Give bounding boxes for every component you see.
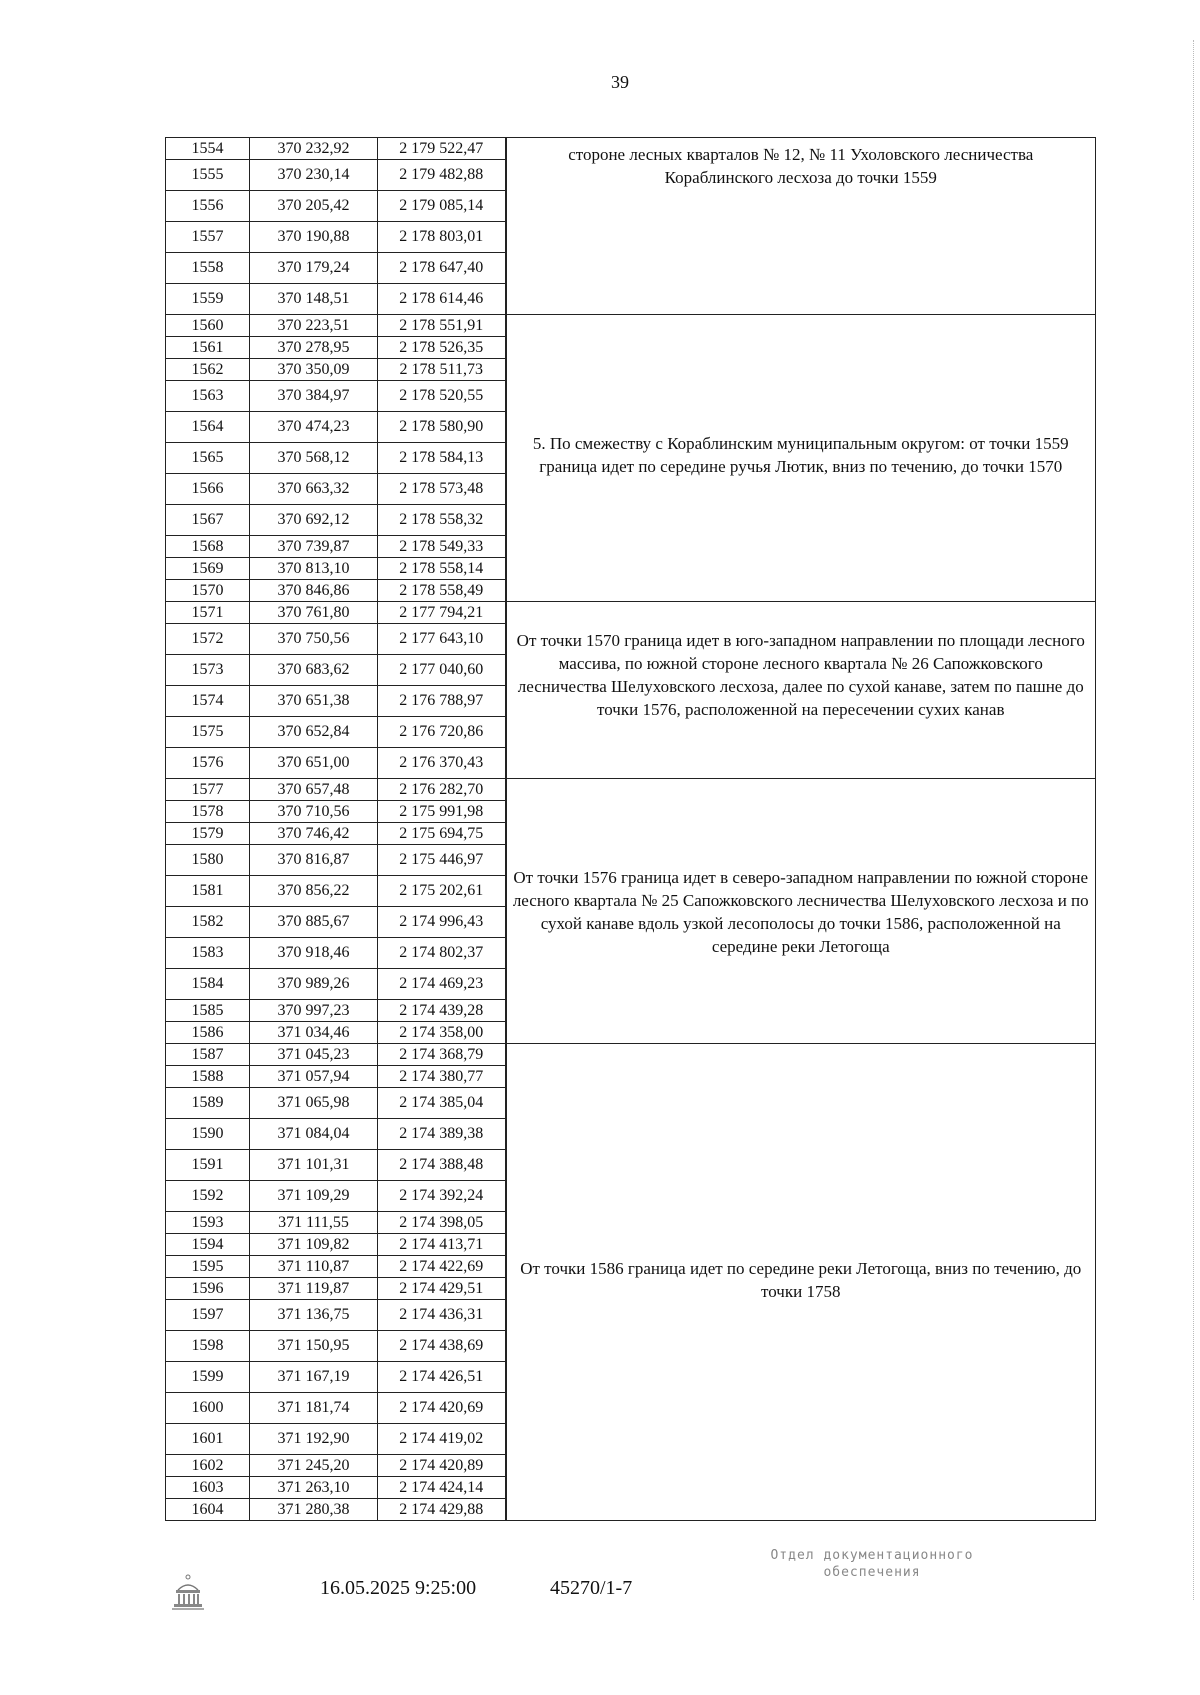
y-coordinate-cell: 2 175 202,61 (378, 876, 506, 907)
y-coordinate-cell: 2 174 802,37 (378, 938, 506, 969)
x-coordinate-cell: 370 223,51 (250, 315, 378, 337)
y-coordinate-cell: 2 176 370,43 (378, 748, 506, 779)
boundary-description-text: От точки 1576 граница идет в северо-западном направлении по южной стороне лесного квартала № 25 Сапожковского лесничества Шелуховского лесхоза и по сухой канаве вдоль узкой лесополосы до точки 1586, расположенной на середине реки Летогоща (512, 868, 1089, 956)
boundary-description-cell (506, 315, 1096, 602)
x-coordinate-cell: 370 179,24 (250, 253, 378, 284)
footer-doc-number: 45270/1-7 (550, 1577, 633, 1599)
y-coordinate-cell: 2 178 549,33 (378, 536, 506, 558)
y-coordinate-cell: 2 178 511,73 (378, 359, 506, 381)
y-coordinate-cell: 2 174 388,48 (378, 1150, 506, 1181)
y-coordinate-cell: 2 176 788,97 (378, 686, 506, 717)
table-row (166, 779, 1096, 801)
y-coordinate-cell: 2 178 580,90 (378, 412, 506, 443)
x-coordinate-cell: 370 651,00 (250, 748, 378, 779)
point-number-cell: 1593 (166, 1212, 250, 1234)
table-row (166, 315, 1096, 337)
point-number-cell: 1588 (166, 1066, 250, 1088)
point-number-cell: 1565 (166, 443, 250, 474)
y-coordinate-cell: 2 176 720,86 (378, 717, 506, 748)
point-number-cell: 1602 (166, 1455, 250, 1477)
y-coordinate-cell: 2 178 573,48 (378, 474, 506, 505)
x-coordinate-cell: 370 856,22 (250, 876, 378, 907)
boundary-description-cell (506, 779, 1096, 1044)
x-coordinate-cell: 371 192,90 (250, 1424, 378, 1455)
x-coordinate-cell: 370 989,26 (250, 969, 378, 1000)
coordinates-table (165, 137, 1096, 1521)
y-coordinate-cell: 2 174 424,14 (378, 1477, 506, 1499)
x-coordinate-cell: 370 148,51 (250, 284, 378, 315)
y-coordinate-cell: 2 178 558,14 (378, 558, 506, 580)
point-number-cell: 1594 (166, 1234, 250, 1256)
point-number-cell: 1556 (166, 191, 250, 222)
point-number-cell: 1599 (166, 1362, 250, 1393)
point-number-cell: 1571 (166, 602, 250, 624)
point-number-cell: 1566 (166, 474, 250, 505)
x-coordinate-cell: 370 846,86 (250, 580, 378, 602)
x-coordinate-cell: 370 384,97 (250, 381, 378, 412)
y-coordinate-cell: 2 179 482,88 (378, 160, 506, 191)
point-number-cell: 1578 (166, 801, 250, 823)
point-number-cell: 1579 (166, 823, 250, 845)
boundary-description-cell (506, 138, 1096, 315)
x-coordinate-cell: 371 045,23 (250, 1044, 378, 1066)
table-row (166, 602, 1096, 624)
x-coordinate-cell: 370 885,67 (250, 907, 378, 938)
point-number-cell: 1574 (166, 686, 250, 717)
y-coordinate-cell: 2 175 694,75 (378, 823, 506, 845)
point-number-cell: 1562 (166, 359, 250, 381)
x-coordinate-cell: 370 710,56 (250, 801, 378, 823)
boundary-description-text: От точки 1586 граница идет по середине реки Летогоща, вниз по течению, до точки 1758 (520, 1259, 1082, 1301)
y-coordinate-cell: 2 177 794,21 (378, 602, 506, 624)
point-number-cell: 1576 (166, 748, 250, 779)
point-number-cell: 1590 (166, 1119, 250, 1150)
point-number-cell: 1567 (166, 505, 250, 536)
x-coordinate-cell: 370 997,23 (250, 1000, 378, 1022)
point-number-cell: 1597 (166, 1300, 250, 1331)
table-row (166, 1044, 1096, 1066)
x-coordinate-cell: 371 167,19 (250, 1362, 378, 1393)
y-coordinate-cell: 2 178 558,32 (378, 505, 506, 536)
point-number-cell: 1558 (166, 253, 250, 284)
y-coordinate-cell: 2 174 422,69 (378, 1256, 506, 1278)
point-number-cell: 1585 (166, 1000, 250, 1022)
x-coordinate-cell: 371 109,29 (250, 1181, 378, 1212)
x-coordinate-cell: 371 057,94 (250, 1066, 378, 1088)
x-coordinate-cell: 370 657,48 (250, 779, 378, 801)
point-number-cell: 1580 (166, 845, 250, 876)
duma-building-logo-icon (170, 1572, 206, 1612)
x-coordinate-cell: 370 350,09 (250, 359, 378, 381)
x-coordinate-cell: 371 150,95 (250, 1331, 378, 1362)
x-coordinate-cell: 370 692,12 (250, 505, 378, 536)
x-coordinate-cell: 370 652,84 (250, 717, 378, 748)
page-number: 39 (611, 72, 629, 92)
boundary-description-text: стороне лесных кварталов № 12, № 11 Ухоловского лесничества Кораблинского лесхоза до точки 1559 (568, 145, 1034, 187)
x-coordinate-cell: 370 474,23 (250, 412, 378, 443)
y-coordinate-cell: 2 174 358,00 (378, 1022, 506, 1044)
point-number-cell: 1587 (166, 1044, 250, 1066)
x-coordinate-cell: 370 750,56 (250, 624, 378, 655)
point-number-cell: 1568 (166, 536, 250, 558)
x-coordinate-cell: 370 568,12 (250, 443, 378, 474)
y-coordinate-cell: 2 174 429,88 (378, 1499, 506, 1521)
x-coordinate-cell: 370 761,80 (250, 602, 378, 624)
point-number-cell: 1592 (166, 1181, 250, 1212)
y-coordinate-cell: 2 174 426,51 (378, 1362, 506, 1393)
y-coordinate-cell: 2 179 085,14 (378, 191, 506, 222)
y-coordinate-cell: 2 175 446,97 (378, 845, 506, 876)
point-number-cell: 1554 (166, 138, 250, 160)
y-coordinate-cell: 2 177 643,10 (378, 624, 506, 655)
y-coordinate-cell: 2 178 520,55 (378, 381, 506, 412)
y-coordinate-cell: 2 174 436,31 (378, 1300, 506, 1331)
y-coordinate-cell: 2 174 413,71 (378, 1234, 506, 1256)
y-coordinate-cell: 2 174 439,28 (378, 1000, 506, 1022)
page-edge-marks (1189, 40, 1194, 1600)
x-coordinate-cell: 370 663,32 (250, 474, 378, 505)
point-number-cell: 1575 (166, 717, 250, 748)
y-coordinate-cell: 2 174 429,51 (378, 1278, 506, 1300)
y-coordinate-cell: 2 174 385,04 (378, 1088, 506, 1119)
x-coordinate-cell: 370 651,38 (250, 686, 378, 717)
point-number-cell: 1583 (166, 938, 250, 969)
y-coordinate-cell: 2 174 419,02 (378, 1424, 506, 1455)
x-coordinate-cell: 371 245,20 (250, 1455, 378, 1477)
stamp-line-1: Отдел документационного (770, 1548, 974, 1563)
y-coordinate-cell: 2 174 996,43 (378, 907, 506, 938)
x-coordinate-cell: 371 034,46 (250, 1022, 378, 1044)
x-coordinate-cell: 370 278,95 (250, 337, 378, 359)
point-number-cell: 1604 (166, 1499, 250, 1521)
point-number-cell: 1572 (166, 624, 250, 655)
point-number-cell: 1559 (166, 284, 250, 315)
y-coordinate-cell: 2 174 438,69 (378, 1331, 506, 1362)
point-number-cell: 1573 (166, 655, 250, 686)
x-coordinate-cell: 371 084,04 (250, 1119, 378, 1150)
x-coordinate-cell: 370 739,87 (250, 536, 378, 558)
point-number-cell: 1598 (166, 1331, 250, 1362)
x-coordinate-cell: 370 230,14 (250, 160, 378, 191)
y-coordinate-cell: 2 174 389,38 (378, 1119, 506, 1150)
y-coordinate-cell: 2 174 420,89 (378, 1455, 506, 1477)
point-number-cell: 1581 (166, 876, 250, 907)
boundary-description-cell (506, 602, 1096, 779)
x-coordinate-cell: 371 101,31 (250, 1150, 378, 1181)
point-number-cell: 1582 (166, 907, 250, 938)
y-coordinate-cell: 2 174 398,05 (378, 1212, 506, 1234)
point-number-cell: 1596 (166, 1278, 250, 1300)
y-coordinate-cell: 2 178 614,46 (378, 284, 506, 315)
x-coordinate-cell: 370 232,92 (250, 138, 378, 160)
x-coordinate-cell: 371 181,74 (250, 1393, 378, 1424)
point-number-cell: 1589 (166, 1088, 250, 1119)
y-coordinate-cell: 2 178 584,13 (378, 443, 506, 474)
stamp-line-2: обеспечения (823, 1564, 921, 1580)
x-coordinate-cell: 370 816,87 (250, 845, 378, 876)
point-number-cell: 1600 (166, 1393, 250, 1424)
y-coordinate-cell: 2 174 420,69 (378, 1393, 506, 1424)
y-coordinate-cell: 2 176 282,70 (378, 779, 506, 801)
table-body (166, 138, 1096, 1521)
point-number-cell: 1577 (166, 779, 250, 801)
table-row (166, 138, 1096, 160)
y-coordinate-cell: 2 178 647,40 (378, 253, 506, 284)
point-number-cell: 1586 (166, 1022, 250, 1044)
y-coordinate-cell: 2 178 551,91 (378, 315, 506, 337)
x-coordinate-cell: 371 280,38 (250, 1499, 378, 1521)
footer-date: 16.05.2025 9:25:00 (320, 1577, 477, 1599)
x-coordinate-cell: 370 813,10 (250, 558, 378, 580)
boundary-description-text: От точки 1570 граница идет в юго-западном направлении по площади лесного массива, по южной стороне лесного квартала № 26 Сапожковского лесничества Шелуховского лесхоза, далее по сухой канаве, затем по пашне до точки 1576, расположенной на пересечении сухих канав (516, 631, 1085, 719)
point-number-cell: 1584 (166, 969, 250, 1000)
boundary-description-text: 5. По смежеству с Кораблинским муниципальным округом: от точки 1559 граница идет по середине ручья Лютик, вниз по течению, до точки 1570 (532, 434, 1069, 476)
x-coordinate-cell: 370 746,42 (250, 823, 378, 845)
y-coordinate-cell: 2 179 522,47 (378, 138, 506, 160)
x-coordinate-cell: 371 263,10 (250, 1477, 378, 1499)
x-coordinate-cell: 371 119,87 (250, 1278, 378, 1300)
y-coordinate-cell: 2 174 368,79 (378, 1044, 506, 1066)
y-coordinate-cell: 2 178 558,49 (378, 580, 506, 602)
x-coordinate-cell: 370 918,46 (250, 938, 378, 969)
y-coordinate-cell: 2 178 803,01 (378, 222, 506, 253)
point-number-cell: 1601 (166, 1424, 250, 1455)
point-number-cell: 1564 (166, 412, 250, 443)
x-coordinate-cell: 370 683,62 (250, 655, 378, 686)
y-coordinate-cell: 2 177 040,60 (378, 655, 506, 686)
point-number-cell: 1591 (166, 1150, 250, 1181)
x-coordinate-cell: 371 109,82 (250, 1234, 378, 1256)
x-coordinate-cell: 370 190,88 (250, 222, 378, 253)
x-coordinate-cell: 371 136,75 (250, 1300, 378, 1331)
point-number-cell: 1561 (166, 337, 250, 359)
boundary-description-cell (506, 1044, 1096, 1521)
point-number-cell: 1570 (166, 580, 250, 602)
point-number-cell: 1595 (166, 1256, 250, 1278)
y-coordinate-cell: 2 175 991,98 (378, 801, 506, 823)
y-coordinate-cell: 2 174 392,24 (378, 1181, 506, 1212)
x-coordinate-cell: 371 111,55 (250, 1212, 378, 1234)
point-number-cell: 1555 (166, 160, 250, 191)
point-number-cell: 1569 (166, 558, 250, 580)
x-coordinate-cell: 370 205,42 (250, 191, 378, 222)
point-number-cell: 1563 (166, 381, 250, 412)
point-number-cell: 1557 (166, 222, 250, 253)
y-coordinate-cell: 2 178 526,35 (378, 337, 506, 359)
point-number-cell: 1560 (166, 315, 250, 337)
point-number-cell: 1603 (166, 1477, 250, 1499)
x-coordinate-cell: 371 110,87 (250, 1256, 378, 1278)
y-coordinate-cell: 2 174 380,77 (378, 1066, 506, 1088)
y-coordinate-cell: 2 174 469,23 (378, 969, 506, 1000)
department-stamp (722, 1548, 1022, 1582)
x-coordinate-cell: 371 065,98 (250, 1088, 378, 1119)
